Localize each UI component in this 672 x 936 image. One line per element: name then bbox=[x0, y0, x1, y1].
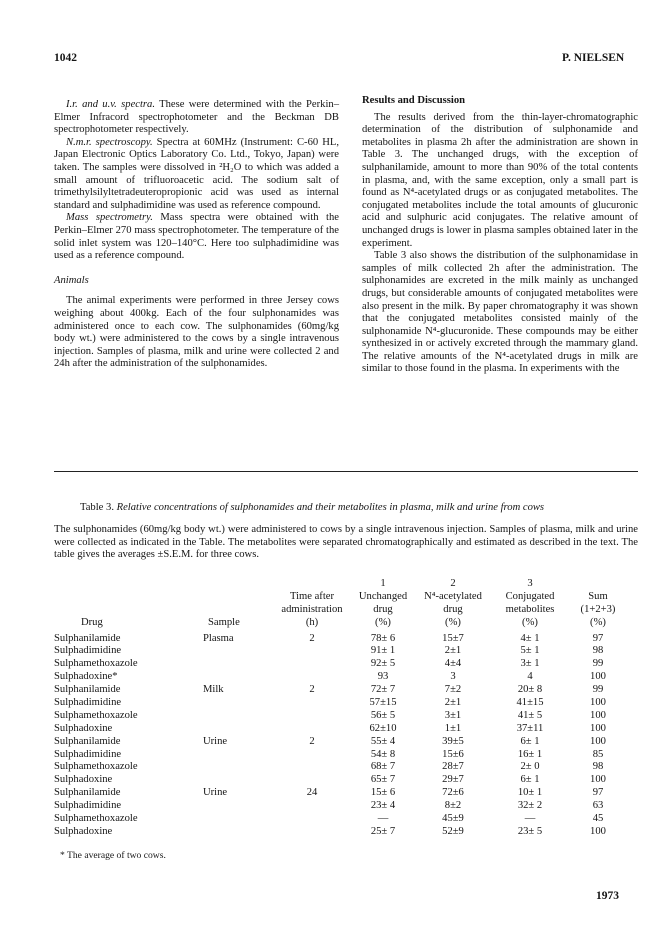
cell-unchanged: 65± 7 bbox=[370, 774, 396, 786]
cell-acetylated: 45±9 bbox=[442, 813, 464, 825]
header-acetylated-line-2: drug bbox=[443, 603, 463, 615]
cell-conjugated: 6± 1 bbox=[520, 735, 540, 747]
cell-sample: Urine bbox=[203, 787, 228, 799]
cell-time: 2 bbox=[309, 735, 315, 747]
cell-time: 24 bbox=[306, 787, 318, 799]
cell-unchanged: 56± 5 bbox=[370, 709, 396, 721]
right-column bbox=[362, 95, 638, 376]
cell-acetylated: 2±1 bbox=[444, 645, 462, 657]
table-row bbox=[54, 813, 638, 826]
cell-conjugated: 23± 5 bbox=[517, 825, 543, 837]
cell-unchanged: 68± 7 bbox=[370, 761, 396, 773]
ms-text: Mass spectra were obtained with the Perkin–Elmer 270 mass spectrophotometer. The temperature of the solid inlet system was 120–140°C. Here too sulphadimidine was used as a reference compound. bbox=[54, 212, 339, 262]
cell-sum: 100 bbox=[590, 774, 606, 786]
cell-sum: 45 bbox=[592, 813, 604, 825]
header-acetylated-line-1: N⁴-acetylated bbox=[424, 590, 482, 602]
cell-sum: 100 bbox=[590, 825, 606, 837]
cell-drug: Sulphadoxine* bbox=[54, 671, 118, 683]
cell-sum: 99 bbox=[592, 658, 604, 670]
table-row bbox=[54, 749, 638, 762]
table-row bbox=[54, 697, 638, 710]
header-conjugated-line-3: (%) bbox=[522, 616, 538, 628]
header-conjugated-line-2: metabolites bbox=[505, 603, 555, 615]
cell-sum: 97 bbox=[592, 632, 604, 644]
cell-conjugated: 20± 8 bbox=[517, 684, 543, 696]
cell-unchanged: 15± 6 bbox=[370, 787, 396, 799]
cell-conjugated: — bbox=[524, 813, 536, 825]
cell-conjugated: 4± 1 bbox=[520, 632, 540, 644]
cell-unchanged: 92± 5 bbox=[370, 658, 396, 670]
nmr-title: N.m.r. spectroscopy. bbox=[66, 136, 153, 148]
table-row bbox=[54, 736, 638, 749]
cell-drug: Sulphadoxine bbox=[54, 774, 113, 786]
cell-conjugated: 2± 0 bbox=[520, 761, 540, 773]
cell-sum: 85 bbox=[592, 748, 604, 760]
header-conjugated-line-1: Conjugated bbox=[505, 590, 555, 602]
table-row bbox=[54, 774, 638, 787]
header-sum-line-3: (%) bbox=[590, 616, 606, 628]
cell-sum: 99 bbox=[592, 684, 604, 696]
table-row bbox=[54, 633, 638, 646]
cell-conjugated: 10± 1 bbox=[517, 787, 543, 799]
header-drug: Drug bbox=[81, 616, 103, 628]
cell-unchanged: 55± 4 bbox=[370, 735, 396, 747]
cell-acetylated: 3 bbox=[450, 671, 456, 683]
cell-drug: Sulphadoxine bbox=[54, 825, 113, 837]
cell-time: 2 bbox=[309, 632, 315, 644]
table-caption bbox=[80, 502, 544, 513]
table-row bbox=[54, 787, 638, 800]
section-divider bbox=[54, 471, 638, 472]
ms-title: Mass spectrometry. bbox=[66, 212, 153, 224]
cell-drug: Sulphadimidine bbox=[54, 645, 122, 657]
left-column bbox=[54, 99, 339, 371]
ir-text: These were determined with the Perkin–Elmer Infracord spectrophotometer and the Beckman DB spectrophotometer respectively. bbox=[54, 99, 339, 136]
header-sum-line-2: (1+2+3) bbox=[580, 603, 616, 615]
header-col-number-3: 3 bbox=[527, 578, 533, 589]
header-time-line-1: Time after bbox=[289, 590, 335, 602]
cell-sum: 63 bbox=[592, 800, 604, 812]
table-row bbox=[54, 826, 638, 839]
table-caption-title: Relative concentrations of sulphonamides and their metabolites in plasma, milk and urine from cows bbox=[116, 502, 545, 513]
cell-acetylated: 15±6 bbox=[442, 748, 464, 760]
cell-unchanged: 72± 7 bbox=[370, 684, 396, 696]
cell-drug: Sulphanilamide bbox=[54, 632, 121, 644]
table-row bbox=[54, 761, 638, 774]
cell-sum: 98 bbox=[592, 645, 604, 657]
cell-acetylated: 3±1 bbox=[444, 709, 462, 721]
nmr-text: Spectra at 60MHz (Instrument: C-60 HL, Japan Electronic Optics Laboratory Co. Ltd., Tokyo, Japan) were taken. The samples were dissolved in ²H₂O to which was added a small amount of trifluoroacetic acid. The sodium salt of trimethylsilyltetradeuteropropionic acid was used as internal standard and sulphadimidine was used as reference compound. bbox=[54, 136, 339, 211]
cell-conjugated: 4 bbox=[527, 671, 533, 683]
cell-sample: Urine bbox=[203, 735, 228, 747]
table-footnote: * The average of two cows. bbox=[60, 850, 166, 861]
header-col-number-2: 2 bbox=[450, 578, 456, 589]
cell-sum: 98 bbox=[592, 761, 604, 773]
cell-unchanged: 25± 7 bbox=[370, 825, 396, 837]
cell-drug: Sulphamethoxazole bbox=[54, 813, 138, 825]
table-row bbox=[54, 658, 638, 671]
cell-conjugated: 37±11 bbox=[516, 722, 544, 734]
cell-drug: Sulphamethoxazole bbox=[54, 761, 138, 773]
ir-paragraph bbox=[54, 99, 339, 137]
table-row bbox=[54, 800, 638, 813]
header-unchanged-line-3: (%) bbox=[375, 616, 391, 628]
table-row bbox=[54, 671, 638, 684]
cell-conjugated: 16± 1 bbox=[517, 748, 543, 760]
cell-acetylated: 28±7 bbox=[442, 761, 464, 773]
cell-unchanged: 57±15 bbox=[369, 697, 397, 709]
results-table bbox=[54, 578, 638, 839]
cell-sum: 100 bbox=[590, 697, 606, 709]
header-sum-line-1: Sum bbox=[588, 590, 608, 602]
cell-sum: 97 bbox=[592, 787, 604, 799]
cell-sample: Milk bbox=[203, 684, 224, 696]
cell-unchanged: 78± 6 bbox=[370, 632, 396, 644]
table-body bbox=[54, 633, 638, 839]
cell-drug: Sulphamethoxazole bbox=[54, 658, 138, 670]
header-unchanged-line-1: Unchanged bbox=[358, 590, 408, 602]
cell-drug: Sulphanilamide bbox=[54, 735, 121, 747]
ir-title: I.r. and u.v. spectra. bbox=[66, 99, 155, 110]
cell-drug: Sulphadimidine bbox=[54, 697, 122, 709]
cell-sum: 100 bbox=[590, 709, 606, 721]
cell-sum: 100 bbox=[590, 722, 606, 734]
cell-unchanged: 93 bbox=[377, 671, 389, 683]
cell-drug: Sulphanilamide bbox=[54, 684, 121, 696]
cell-sum: 100 bbox=[590, 735, 606, 747]
header-col-number-1: 1 bbox=[380, 578, 386, 589]
table-row bbox=[54, 710, 638, 723]
animals-paragraph: The animal experiments were performed in three Jersey cows weighing about 400kg. Each of the four sulphonamides was administered once to each cow. The sulphonamides (60mg/kg body wt.) were administered to the cows by a single intravenous injection. Samples of plasma, milk and urine were collected 2 and 24h after the administration of the sulphonamides. bbox=[54, 295, 339, 370]
cell-acetylated: 7±2 bbox=[444, 684, 462, 696]
cell-unchanged: 62±10 bbox=[369, 722, 397, 734]
cell-drug: Sulphadimidine bbox=[54, 748, 122, 760]
table-caption-prefix: Table 3. bbox=[80, 502, 117, 513]
cell-unchanged: 91± 1 bbox=[370, 645, 396, 657]
cell-acetylated: 15±7 bbox=[442, 632, 464, 644]
cell-sample: Plasma bbox=[203, 632, 234, 644]
cell-drug: Sulphadoxine bbox=[54, 722, 113, 734]
cell-conjugated: 3± 1 bbox=[520, 658, 540, 670]
nmr-paragraph bbox=[54, 137, 339, 213]
cell-acetylated: 52±9 bbox=[442, 825, 464, 837]
table-row bbox=[54, 645, 638, 658]
header-time-line-3: (h) bbox=[305, 616, 319, 628]
cell-acetylated: 1±1 bbox=[444, 722, 462, 734]
header-page-number: 1042 bbox=[54, 52, 77, 64]
ms-paragraph bbox=[54, 212, 339, 262]
cell-drug: Sulphadimidine bbox=[54, 800, 122, 812]
cell-acetylated: 8±2 bbox=[444, 800, 462, 812]
table-header-line-3 bbox=[54, 617, 638, 630]
cell-conjugated: 32± 2 bbox=[517, 800, 543, 812]
header-unchanged-line-2: drug bbox=[373, 603, 393, 615]
header-sample: Sample bbox=[208, 616, 240, 628]
cell-acetylated: 2±1 bbox=[444, 697, 462, 709]
header-acetylated-line-3: (%) bbox=[445, 616, 461, 628]
cell-time: 2 bbox=[309, 684, 315, 696]
results-heading: Results and Discussion bbox=[362, 95, 466, 106]
cell-conjugated: 5± 1 bbox=[520, 645, 540, 657]
cell-acetylated: 72±6 bbox=[442, 787, 464, 799]
table-row bbox=[54, 684, 638, 697]
cell-conjugated: 41±15 bbox=[516, 697, 544, 709]
cell-conjugated: 41± 5 bbox=[517, 709, 543, 721]
table-note: The sulphonamides (60mg/kg body wt.) were administered to cows by a single intravenous injection. Samples of plasma, milk and urine were collected as indicated in the Table. The metabolites were separated chromatographically and estimated as described in the text. The table gives the averages ±S.E.M. for three cows. bbox=[54, 524, 638, 561]
cell-unchanged: 54± 8 bbox=[370, 748, 396, 760]
cell-acetylated: 29±7 bbox=[442, 774, 464, 786]
table-row bbox=[54, 723, 638, 736]
cell-conjugated: 6± 1 bbox=[520, 774, 540, 786]
cell-unchanged: — bbox=[377, 813, 389, 825]
cell-drug: Sulphamethoxazole bbox=[54, 709, 138, 721]
results-paragraph-2: Table 3 also shows the distribution of the sulphonamidase in samples of milk collected 2h after the administration. The sulphonamides are excreted in the milk mainly as unchanged drugs, but considerable amounts of conjugated metabolites were also present in the milk. By paper chromatography it was shown that the conjugated metabolites consisted mainly of the sulphonamide N⁴-glucuronide. These compounds may be either synthesized in or actively excreted through the mammary gland. The relative amounts of the N⁴-acetylated drugs in milk are similar to those found in the plasma. In experiments with the bbox=[362, 250, 638, 375]
footer-page-number: 1973 bbox=[596, 890, 619, 902]
cell-unchanged: 23± 4 bbox=[370, 800, 396, 812]
cell-acetylated: 4±4 bbox=[444, 658, 462, 670]
results-paragraph-1: The results derived from the thin-layer-chromatographic determination of the distribution of sulphonamide and metabolites in plasma 2h after the administration are shown in Table 3. The unchanged drugs, with the exception of sulphanilamide, amount to more than 90% of the total contents in plasma, and, with the same exception, only a small part is found as N⁴-acetylated drugs or as conjugated metabolites. The conjugated metabolites include the total amounts of glucuronic acid and sulphuric acid conjugates. The relative amount of unchanged drugs is lower in plasma samples obtained later in the experiment. bbox=[362, 111, 638, 249]
table-header-numbers bbox=[54, 578, 638, 591]
header-author: P. NIELSEN bbox=[562, 52, 625, 64]
animals-heading: Animals bbox=[54, 274, 89, 286]
cell-drug: Sulphanilamide bbox=[54, 787, 121, 799]
cell-acetylated: 39±5 bbox=[442, 735, 464, 747]
header-time-line-2: administration bbox=[281, 603, 343, 615]
table-header-line-1 bbox=[54, 591, 638, 604]
cell-sum: 100 bbox=[590, 671, 606, 683]
table-header-line-2 bbox=[54, 604, 638, 617]
